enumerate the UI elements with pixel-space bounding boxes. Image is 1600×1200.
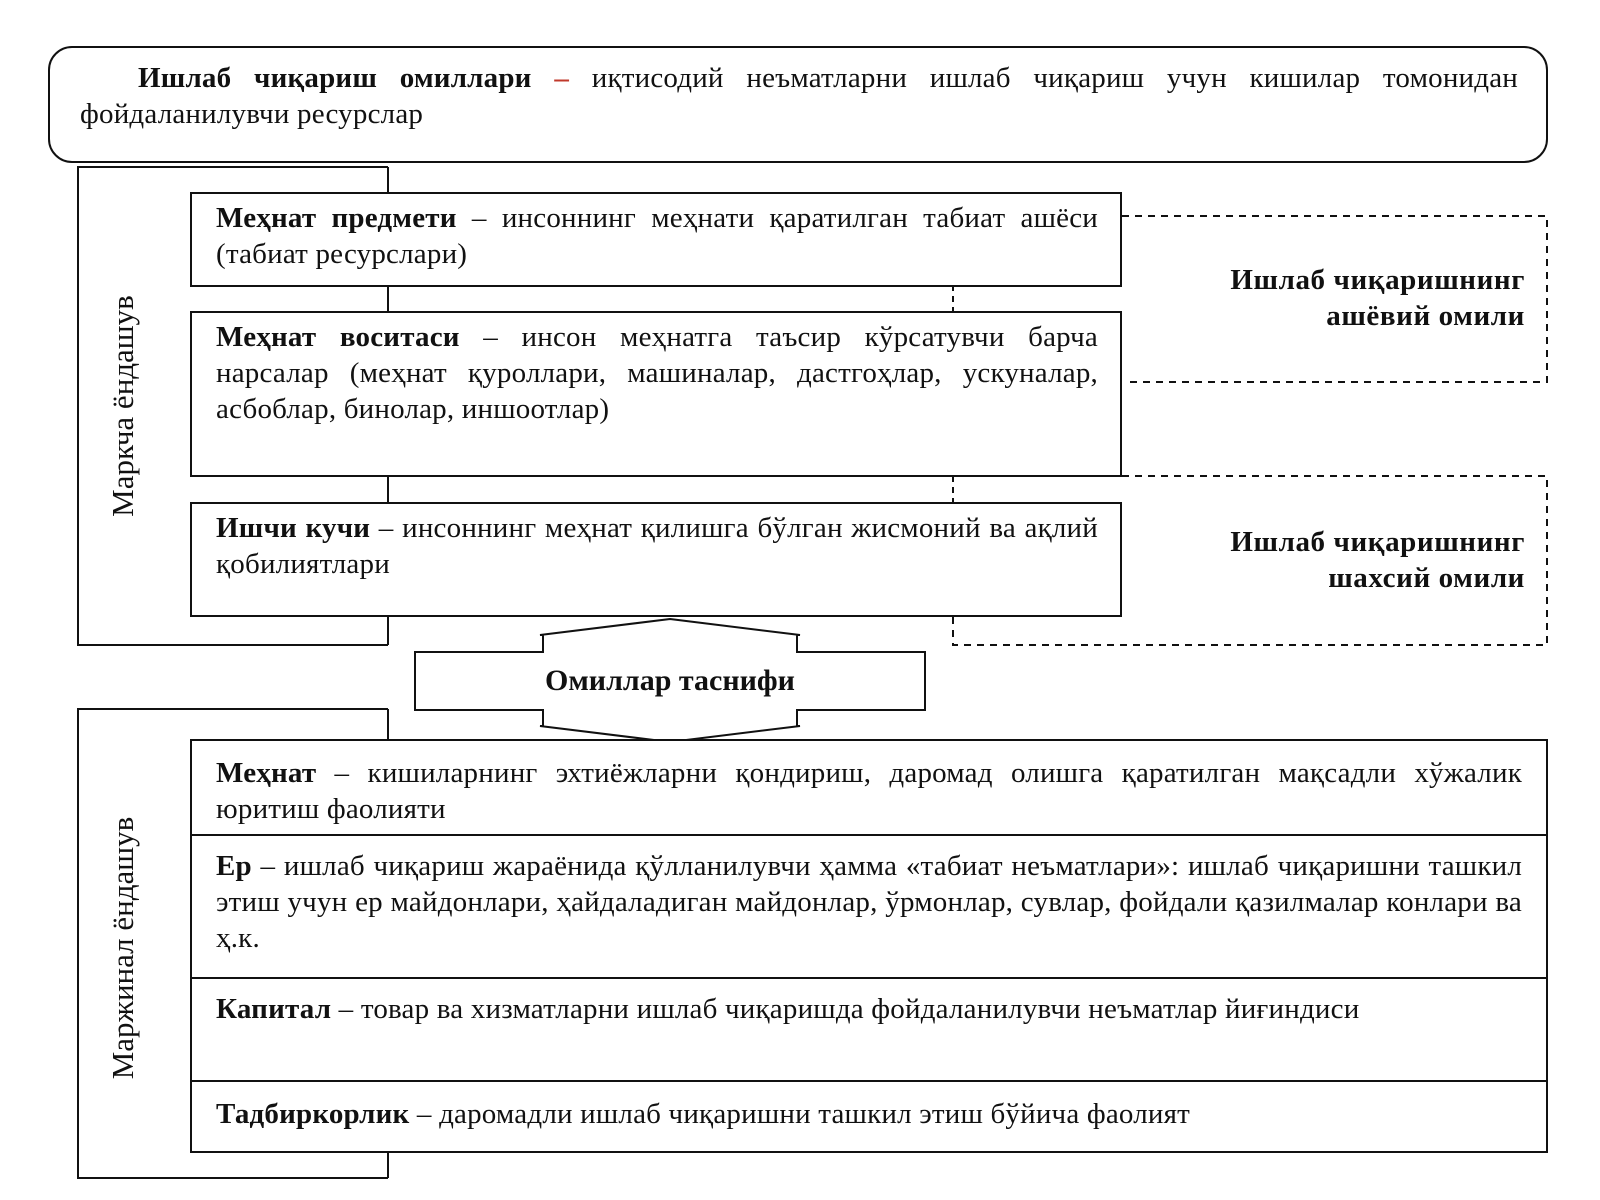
labor-object-term: Меҳнат предмети xyxy=(216,202,457,234)
header-dash: – xyxy=(554,62,570,94)
labor-means-dash: – xyxy=(459,321,522,353)
marginal-land-dash: – xyxy=(251,850,284,882)
marginal-item-capital xyxy=(192,979,1546,1082)
personal-factor-line2: шахсий омили xyxy=(1328,562,1525,594)
personal-factor-line1: Ишлаб чиқаришнинг xyxy=(1230,526,1525,558)
material-factor-label xyxy=(1130,262,1525,334)
marginal-land-term: Ер xyxy=(216,850,252,882)
marginal-capital-dash: – xyxy=(331,993,361,1025)
marxist-approach-label: Маркча ёндашув xyxy=(105,295,140,517)
header-definition-text xyxy=(80,60,1518,132)
labor-force-term: Ишчи кучи xyxy=(216,512,371,544)
marginal-labor-text xyxy=(216,755,1522,827)
marginal-entrepreneurship-term: Тадбиркорлик xyxy=(216,1098,410,1130)
header-definition-box xyxy=(48,46,1548,163)
marxist-item-labor-means xyxy=(190,311,1122,477)
marginal-labor-dash: – xyxy=(316,757,368,789)
marginal-capital-text xyxy=(216,991,1522,1027)
labor-object-dash: – xyxy=(456,202,502,234)
header-definition: иқтисодий неъматларни ишлаб чиқариш учун кишилар томонидан фойдаланилувчи ресурслар xyxy=(80,62,1519,130)
material-factor-line1: Ишлаб чиқаришнинг xyxy=(1230,264,1525,296)
header-term: Ишлаб чиқариш омиллари xyxy=(138,62,532,94)
marginal-item-labor xyxy=(192,741,1546,836)
marxist-item-labor-object xyxy=(190,192,1122,287)
marginal-entrepreneurship-dash: – xyxy=(409,1098,440,1130)
material-factor-line2: ашёвий омили xyxy=(1326,300,1525,332)
labor-means-definition: инсон меҳнатга таъсир кўрсатувчи барча нарсалар (меҳнат қуроллари, машиналар, дастгоҳлар, ускуналар, асбоблар, бинолар, иншоотлар) xyxy=(216,321,1098,425)
marginal-capital-definition: товар ва хизматларни ишлаб чиқаришда фойдаланилувчи неъматлар йиғиндиси xyxy=(360,993,1360,1025)
personal-factor-label xyxy=(1130,524,1525,596)
labor-force-text xyxy=(216,510,1098,582)
marginal-land-text xyxy=(216,848,1522,956)
classification-label: Омиллар таснифи xyxy=(545,664,795,697)
marginal-approach-label: Маржинал ёндашув xyxy=(105,816,140,1080)
labor-force-dash: – xyxy=(370,512,403,544)
marginal-entrepreneurship-text xyxy=(216,1096,1522,1132)
labor-object-definition: инсоннинг меҳнати қаратилган табиат ашёси (табиат ресурслари) xyxy=(216,202,1098,270)
marginal-item-entrepreneurship xyxy=(192,1082,1546,1151)
marginal-land-definition: ишлаб чиқариш жараёнида қўлланилувчи ҳамма «табиат неъматлари»: ишлаб чиқаришни ташкил этиш учун ер майдонлари, ҳайдаладиган майдонлар, ўрмонлар, сувлар, фойдали қазилмалар конлари ва ҳ.к. xyxy=(216,850,1522,954)
marginal-labor-definition: кишиларнинг эхтиёжларни қондириш, даромад олишга қаратилган мақсадли хўжалик юритиш фаолияти xyxy=(216,757,1522,825)
marxist-item-labor-force xyxy=(190,502,1122,617)
marginal-item-land xyxy=(192,836,1546,979)
marginal-entrepreneurship-definition: даромадли ишлаб чиқаришни ташкил этиш бўйича фаолият xyxy=(439,1098,1191,1130)
labor-force-definition: инсоннинг меҳнат қилишга бўлган жисмоний ва ақлий қобилиятлари xyxy=(216,512,1098,580)
marginal-capital-term: Капитал xyxy=(216,993,332,1025)
labor-means-text xyxy=(216,319,1098,427)
labor-means-term: Меҳнат воситаси xyxy=(216,321,460,353)
marginal-items-table xyxy=(190,739,1548,1153)
labor-object-text xyxy=(216,200,1098,272)
marginal-labor-term: Меҳнат xyxy=(216,757,317,789)
